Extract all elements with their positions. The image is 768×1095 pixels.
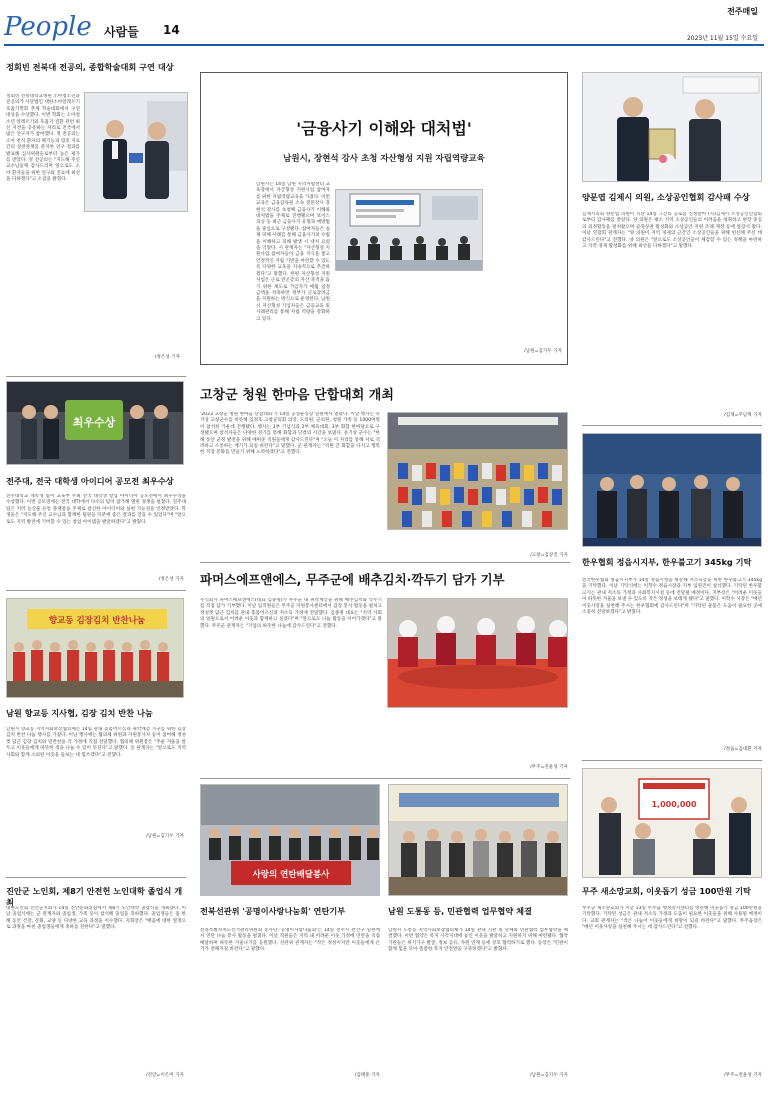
divider	[6, 877, 186, 878]
article-headline: 한우협회 정읍시지부, 한우불고기 345kg 기탁	[582, 557, 752, 567]
paper-name: 전주매일	[727, 7, 758, 16]
check-amount-text: 1,000,000	[651, 800, 697, 809]
article-body-cont	[6, 234, 188, 334]
article-byline: /정은성 기자	[154, 355, 180, 360]
article-byline: /김제=주남혁 기자	[724, 413, 762, 418]
article-body: 정회빈 전북대학교병원 소아청소년과 전공의가 사단법인 대한소아알레르기호흡기학회 추계 학술대회에서 구연 대상을 수상했다. 이번 학회는 소아청소년 알레르기와 호흡기 질환 관련 최신 지견을 공유하는 자리로 전국에서 많은 연구자가 참여했다. 정 전공의는 소아 천식 환자의 폐기능과 염증 지표 간의 상관관계를 분석한 연구 결과를 발표해 심사위원들로부터 높은 평가를 받았다. 정 전공의는 "지도해 주신 교수님들께 감사드리며 앞으로도 소아 환자들을 위한 연구와 진료에 최선을 다하겠다"고 소감을 밝혔다.	[6, 94, 80, 183]
article-body: 전북특별자치도선거관리위원회 봉사단 '공명이사랑나눔회'는 14일 전주시 완산구 일원에서 연탄 나눔 봉사 활동을 펼쳤다. 이날 직원들은 지역 내 어려운 이웃 가정에 연탄을 직접 배달하며 따뜻한 겨울나기를 응원했다. 선관위 관계자는 "작은 정성이지만 이웃들에게 온기가 전해지길 바란다"고 말했다.	[200, 928, 380, 953]
feature-body-col2	[335, 274, 483, 334]
divider	[6, 376, 186, 377]
award-photo	[84, 92, 188, 212]
award-ceremony-photo	[6, 381, 184, 465]
article-body: 주식회사 파머스에프앤에스(대표 김종명)가 무주군 내 취약계층을 위해 배추김치와 깍두기를 직접 담가 기부했다. 이날 임직원들은 무주군 자원봉사센터에서 김장 봉사 활동을 펼치고 정성껏 담근 김치를 관내 홀몸어르신과 저소득 가정에 전달했다. 김종명 대표는 "지역 사회의 일원으로서 어려운 이웃과 함께하고 싶었다"며 "앞으로도 나눔 활동을 이어가겠다"고 말했다. 무주군 관계자는 "기업의 따뜻한 나눔에 감사드린다"고 전했다.	[200, 598, 382, 629]
article-body: 남원시 도통동 지역사회보장협의체가 14일 관내 기관 및 단체와 민관협력 업무협약을 체결했다. 이번 협약은 복지 사각지대에 놓인 이웃을 발굴하고 지원하기 위해 마련됐다. 협약 기관들은 위기가구 발굴, 정보 공유, 자원 연계 등에 상호 협력하기로 했다. 동장은 "민관이 함께 힘을 모아 촘촘한 복지 안전망을 구축하겠다"고 밝혔다.	[388, 928, 568, 953]
section-title-ko: 사람들	[104, 25, 139, 39]
kimchi-making-image	[388, 599, 568, 708]
article-body: 무주군 새소망교회가 지난 13일 무주읍 행정복지센터를 방문해 이웃돕기 성금 100만원을 기탁했다. 기탁된 성금은 관내 저소득 가정과 도움이 필요한 이웃들을 위해 사용될 예정이다. 교회 관계자는 "작은 나눔이 이웃들에게 희망이 되길 바란다"고 말했다. 무주읍장은 "매년 이웃사랑을 실천해 주시는 데 감사드린다"고 전했다.	[582, 906, 762, 931]
article-headline: 무주 새소망교회, 이웃돕기 성금 100만원 기탁	[582, 886, 751, 896]
article-body-cont	[387, 712, 568, 758]
article-body: 남원시 향교동 지역사회보장협의체는 14일 관내 홀몸어르신과 취약계층 가구를 위한 김장 김치 반찬 나눔 행사를 가졌다. 이날 행사에는 협의체 위원과 자원봉사자 등이 참여해 정성껏 담근 김장 김치와 밑반찬을 각 가정에 직접 전달했다. 협의체 위원장은 "추운 겨울을 앞두고 이웃들에게 따뜻한 정을 나눌 수 있어 뜻깊다"고 말했다. 동 관계자는 "앞으로도 지역사회와 함께 소외된 이웃을 돌보는 데 힘쓰겠다"고 전했다.	[6, 727, 186, 758]
article-byline: /남원=김기두 기자	[530, 1073, 568, 1078]
award-photo-image	[85, 93, 188, 212]
issue-date: 2023년 11월 15일 수요일	[686, 35, 758, 42]
briquette-image	[201, 785, 380, 896]
briquette-photo	[200, 784, 380, 896]
article-body: 김제시의회 양문엽 의원이 지난 14일 그간의 공로를 인정받아 (사)김제시 소상공인연합회로부터 감사패를 받았다. 양 의원은 평소 지역 소상공인들의 어려움을 청취하고 현장 중심의 의정활동을 펼쳐왔으며 골목상권 활성화와 소상공인 지원 조례 제정 등에 앞장서 왔다. 이날 연합회 관계자는 "양 의원이 지역 경제의 근간인 소상공인들을 위해 헌신해 주신 데 감사드린다"고 전했다. 양 의원은 "앞으로도 소상공인들이 체감할 수 있는 정책을 마련하고 지역 경제 활성화를 위해 최선을 다하겠다"고 말했다.	[582, 212, 762, 250]
article-byline: /남원=김기두 기자	[146, 834, 184, 839]
article-headline: 진안군 노인회, 제8기 안전헌 노인대학 졸업식 개최	[6, 886, 183, 907]
feature-title: '금융사기 이해와 대처법'	[296, 119, 472, 138]
article-byline: /정은성 기자	[158, 577, 184, 582]
seminar-image	[336, 190, 483, 271]
feature-body-col3	[488, 182, 562, 342]
article-byline: /무주=전윤성 기자	[724, 1073, 762, 1078]
page-number: 14	[163, 23, 180, 37]
check-donation-image	[583, 769, 762, 878]
mou-image	[389, 785, 568, 896]
article-body: 전국한우협회 정읍시지부가 14일 정읍시청을 방문해 저소득층을 위한 한우불고기 345kg을 기탁했다. 이날 기탁식에는 이학수 정읍시장과 지부 임원진이 참석했다. 기탁된 한우불고기는 관내 저소득 가정과 사회복지시설 등에 전달될 예정이다. 지부장은 "어려운 이웃들이 따뜻한 겨울을 보낼 수 있도록 작은 정성을 보태게 됐다"고 말했다. 이학수 시장은 "매년 이웃사랑을 실천해 주시는 한우협회에 감사드린다"며 "기탁된 물품은 도움이 필요한 곳에 소중히 전달하겠다"고 밝혔다.	[582, 578, 762, 616]
check-donation-photo	[582, 768, 762, 878]
gochang-event-photo	[387, 412, 568, 530]
feature-body-col1: 남원시는 14일 남원 지역자활센터 교육장에서 자산형성 지원사업 참여자를 위한 자립역량교육을 가졌다. 이번 교육은 금융감독원 소속 전문강사 장현석 강사를 초청해 금융사기 이해와 대처법을 주제로 진행됐으며 보이스피싱 등 최근 금융사기 유형과 예방법을 중심으로 구성됐다. 참여자들은 실제 피해 사례를 통해 금융사기의 수법을 이해하고 피해 발생 시 대처 요령을 익혔다. 시 관계자는 "자산형성 지원사업 참여자들이 금융 지식을 쌓고 안정적인 자립 기반을 마련할 수 있도록 다양한 교육을 지속적으로 추진하겠다"고 말했다. 한편 자산형성 지원사업은 근로 빈곤층의 자산 축적을 돕기 위한 제도로 가입자가 매월 일정 금액을 저축하면 정부가 근로장려금을 지원하는 방식으로 운영된다. 남원시 자산형성 가입자들은 금융교육 및 사례관리를 통해 자립 역량을 강화하고 있다.	[256, 182, 330, 322]
donation-photo	[582, 433, 762, 547]
article-body-cont	[387, 534, 568, 548]
article-headline: 양문엽 김제시 의원, 소상공인협회 감사패 수상	[582, 192, 750, 202]
banner-text: 향교동 김장김치 반찬나눔	[48, 616, 146, 626]
kimchi-sharing-photo	[6, 598, 184, 698]
article-headline: 파머스에프앤에스, 무주군에 배추김치·깍두기 담가 기부	[200, 572, 505, 587]
feature-subtitle: 남원시, 장현석 강사 초청 자산형성 지원 자립역량교육	[283, 154, 485, 164]
divider	[200, 562, 570, 563]
seminar-photo	[335, 189, 483, 271]
plaque-photo	[582, 72, 762, 182]
feature-byline: /남원=김기두 기자	[524, 349, 562, 354]
divider	[6, 590, 186, 591]
plaque-image	[583, 73, 762, 182]
kimchi-making-photo	[387, 598, 568, 708]
masthead	[0, 0, 768, 46]
article-jeong	[6, 62, 184, 358]
article-headline: 남원 도통동 등, 민관협력 업무협약 체결	[388, 906, 532, 916]
award-ceremony-image	[7, 382, 184, 465]
donation-image	[583, 434, 762, 547]
gochang-event-image	[388, 413, 568, 530]
article-byline: /정읍=김대환 기자	[724, 747, 762, 752]
award-sign-text: 최우수상	[72, 416, 116, 429]
article-byline: /진안=이은미 기자	[146, 1073, 184, 1078]
article-headline: 전북선관위 '공명이사랑나눔회' 연탄기부	[200, 906, 346, 916]
divider	[582, 760, 762, 761]
article-headline: 남원 향교등 지사협, 김장 김치 반찬 나눔	[6, 708, 153, 718]
article-byline: /무주=전윤성 기자	[530, 765, 568, 770]
article-headline: 고창군 청원 한마음 단합대회 개최	[200, 388, 394, 403]
article-byline: /김태훈 기자	[354, 1073, 380, 1078]
banner-text: 사랑의 연탄배달봉사	[252, 870, 330, 880]
kimchi-sharing-image	[7, 599, 184, 698]
divider	[200, 778, 570, 779]
article-byline: /고창=김상진 기자	[530, 553, 568, 558]
section-title: People	[4, 12, 92, 42]
article-body: '2023 고창군 청원 한마음 단합대회'가 14일 공설운동장 일원에서 열렸다. 이날 행사는 유기상 고창군수를 비롯해 임정호 고창군의회 의장, 도의원, 군의원, 청원 가족 등 1000여명이 참석한 가운데 진행됐다. 행사는 1부 기념식과 2부 체육대회, 3부 화합 한마당으로 구성됐으며 참석자들은 다양한 경기를 통해 화합과 단결의 시간을 보냈다. 유기상 군수는 "한 해 동안 군정 발전을 위해 애써준 직원들에게 감사드린다"며 "오늘 이 자리를 통해 서로 격려하고 소통하는 계기가 되길 바란다"고 말했다. 군 관계자는 "직원 간 화합을 다지고 행복한 직장 문화를 만들기 위해 노력하겠다"고 전했다.	[200, 412, 380, 456]
article-headline: 정회빈 전북대 전공의, 종합학술대회 구연 대상	[6, 62, 174, 72]
mou-photo	[388, 784, 568, 896]
masthead-rule	[4, 44, 764, 46]
divider	[582, 425, 762, 426]
article-headline: 전주대, 전국 대학생 아이디어 공모전 최우수상	[6, 476, 174, 486]
article-body: 대한노인회 진안군지회가 14일 진안문화의집에서 제8기 노인대학 졸업식을 개최했다. 이날 졸업식에는 군 관계자와 졸업생, 가족 등이 참석해 졸업을 축하했다. 졸업생들은 올 한 해 동안 건강, 문화, 교양 등 다양한 교육 과정을 이수했다. 지회장은 "배움에 대한 열정으로 과정을 마친 졸업생들에게 축하를 전한다"고 말했다.	[6, 906, 186, 931]
article-body: 전주대학교 재학생 팀이 교육부 주최 전국 대학생 창업 아이디어 공모전에서 최우수상을 수상했다. 이번 공모전에는 전국 대학에서 다수의 팀이 참가해 열띤 경쟁을 펼쳤다. 전주대 팀은 지역 농산물 유통 플랫폼을 주제로 참신한 아이디어와 실현 가능성을 인정받았다. 학생들은 "지도해 주신 교수님과 함께한 팀원들 덕분에 좋은 결과를 얻을 수 있었다"며 "앞으로도 지역 발전에 기여할 수 있는 창업 아이템을 발굴하겠다"고 밝혔다.	[6, 494, 186, 525]
